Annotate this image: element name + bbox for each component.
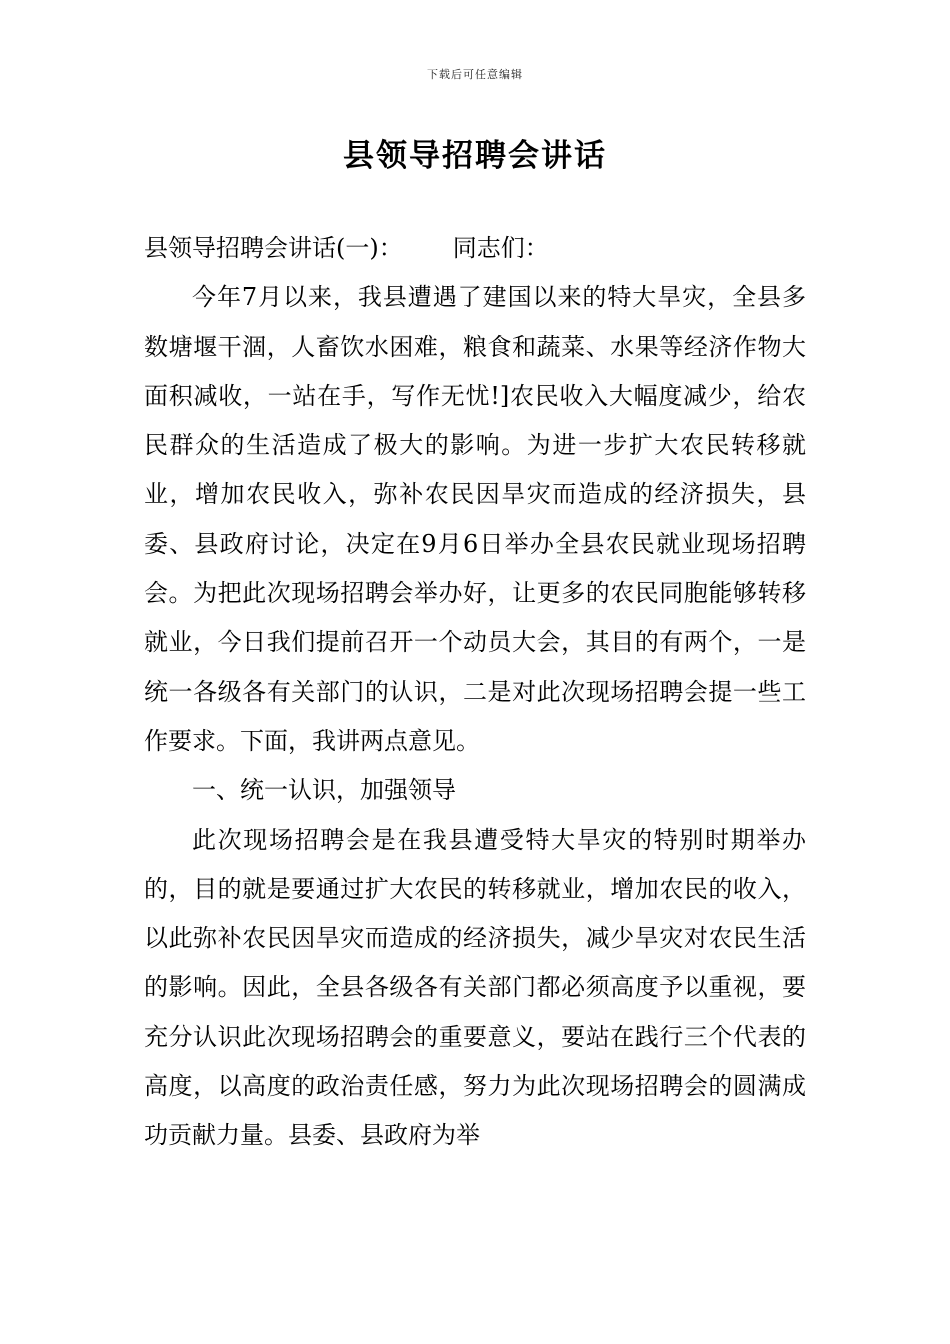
header-note: 下载后可任意编辑 (427, 68, 523, 81)
document-body (144, 224, 806, 1161)
document-title: 县领导招聘会讲话 (343, 138, 607, 174)
section-heading-1: 一、统一认识，加强领导 (192, 776, 456, 805)
intro-heading: 县领导招聘会讲话(一)： (144, 234, 403, 262)
salutation: 同志们： (452, 234, 549, 262)
paragraph-section-1: 此次现场招聘会是在我县遭受特大旱灾的特别时期举办的，目的就是要通过扩大农民的转移就业，增加农民的收入，以此弥补农民因旱灾而造成的经济损失，减少旱灾对农民生活的影响。因此，全县各级各有关部门都必须高度予以重视，要充分认识此次现场招聘会的重要意义，要站在践行三个代表的高度，以高度的政治责任感，努力为此次现场招聘会的圆满成功贡献力量。县委、县政府为举 (144, 825, 806, 1150)
intro-line (144, 224, 806, 273)
paragraph-opening: 今年7月以来，我县遭遇了建国以来的特大旱灾，全县多数塘堰干涸，人畜饮水困难，粮食和蔬菜、水果等经济作物大面积减收，一站在手，写作无忧!]农民收入大幅度减少，给农民群众的生活造成了极大的影响。为进一步扩大农民转移就业，增加农民收入，弥补农民因旱灾而造成的经济损失，县委、县政府讨论，决定在9月6日举办全县农民就业现场招聘会。为把此次现场招聘会举办好，让更多的农民同胞能够转移就业，今日我们提前召开一个动员大会，其目的有两个，一是统一各级各有关部门的认识，二是对此次现场招聘会提一些工作要求。下面，我讲两点意见。 (144, 283, 806, 755)
